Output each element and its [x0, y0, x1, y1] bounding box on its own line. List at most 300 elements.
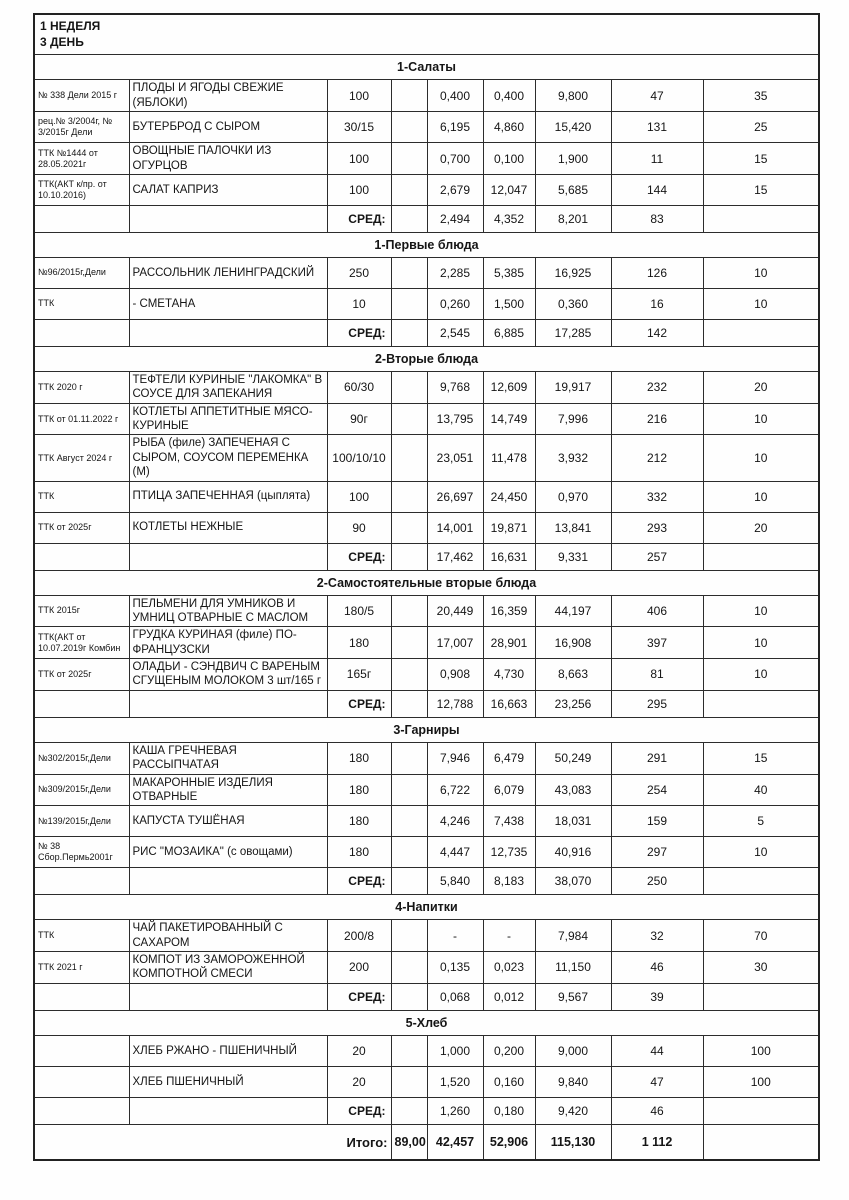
average-row: [34, 868, 819, 895]
value-cell: 8,183: [483, 868, 535, 895]
value-cell: 0,160: [483, 1066, 535, 1097]
portion-cell: 100: [327, 481, 391, 512]
value-cell: 15: [703, 742, 819, 774]
dish-name-cell: ПЛОДЫ И ЯГОДЫ СВЕЖИЕ (ЯБЛОКИ): [129, 80, 327, 112]
dish-name-cell: ОВОЩНЫЕ ПАЛОЧКИ ИЗ ОГУРЦОВ: [129, 143, 327, 175]
week-day-header-row: [34, 14, 819, 55]
value-cell: 9,800: [535, 80, 611, 112]
value-cell: 17,285: [535, 319, 611, 346]
value-cell: 16,925: [535, 257, 611, 288]
value-cell: 43,083: [535, 774, 611, 806]
value-cell: 35: [703, 80, 819, 112]
value-cell: 1,500: [483, 288, 535, 319]
quantity-cell: [391, 80, 427, 112]
dish-name-cell: [129, 983, 327, 1010]
value-cell: 0,135: [427, 952, 483, 984]
value-cell: 406: [611, 595, 703, 627]
average-row: [34, 205, 819, 232]
value-cell: 44: [611, 1035, 703, 1066]
value-cell: 0,400: [483, 80, 535, 112]
dish-row: [34, 403, 819, 435]
section-title: 1-Салаты: [34, 55, 819, 80]
total-label: Итого:: [34, 1124, 391, 1160]
dish-row: [34, 143, 819, 175]
value-cell: 15: [703, 143, 819, 175]
dish-name-cell: ХЛЕБ ПШЕНИЧНЫЙ: [129, 1066, 327, 1097]
ref-cell: №139/2015г,Дели: [34, 806, 129, 837]
quantity-cell: [391, 435, 427, 481]
value-cell: 9,331: [535, 543, 611, 570]
value-cell: 40: [703, 774, 819, 806]
portion-cell: 100: [327, 80, 391, 112]
dish-row: [34, 371, 819, 403]
value-cell: 10: [703, 257, 819, 288]
total-value-cell: 115,130: [535, 1124, 611, 1160]
average-row: [34, 543, 819, 570]
portion-cell: 60/30: [327, 371, 391, 403]
ref-cell: [34, 319, 129, 346]
total-value-cell: 1 112: [611, 1124, 703, 1160]
value-cell: 11,478: [483, 435, 535, 481]
dish-row: [34, 512, 819, 543]
section-title: 3-Гарниры: [34, 717, 819, 742]
value-cell: 17,462: [427, 543, 483, 570]
value-cell: [703, 319, 819, 346]
value-cell: 7,438: [483, 806, 535, 837]
value-cell: 131: [611, 112, 703, 143]
portion-cell: 165г: [327, 659, 391, 691]
ref-cell: № 338 Дели 2015 г: [34, 80, 129, 112]
ref-cell: ТТК 2020 г: [34, 371, 129, 403]
value-cell: 83: [611, 205, 703, 232]
value-cell: 2,679: [427, 174, 483, 205]
dish-name-cell: КОТЛЕТЫ НЕЖНЫЕ: [129, 512, 327, 543]
ref-cell: [34, 868, 129, 895]
value-cell: 0,360: [535, 288, 611, 319]
value-cell: 397: [611, 627, 703, 659]
portion-cell: 180: [327, 774, 391, 806]
average-row: [34, 319, 819, 346]
quantity-cell: [391, 371, 427, 403]
value-cell: 12,047: [483, 174, 535, 205]
quantity-cell: [391, 543, 427, 570]
value-cell: 159: [611, 806, 703, 837]
value-cell: 257: [611, 543, 703, 570]
ref-cell: рец.№ 3/2004г, № 3/2015г Дели: [34, 112, 129, 143]
portion-cell: 250: [327, 257, 391, 288]
ref-cell: ТТК(АКТ от 10.07.2019г Комбин: [34, 627, 129, 659]
value-cell: 11: [611, 143, 703, 175]
value-cell: 0,180: [483, 1097, 535, 1124]
value-cell: 10: [703, 595, 819, 627]
value-cell: 4,730: [483, 659, 535, 691]
dish-row: [34, 1035, 819, 1066]
value-cell: 1,520: [427, 1066, 483, 1097]
value-cell: 12,735: [483, 837, 535, 868]
section-title: 2-Самостоятельные вторые блюда: [34, 570, 819, 595]
portion-cell: 200: [327, 952, 391, 984]
value-cell: 0,068: [427, 983, 483, 1010]
value-cell: 17,007: [427, 627, 483, 659]
value-cell: 295: [611, 690, 703, 717]
ref-cell: [34, 690, 129, 717]
quantity-cell: [391, 868, 427, 895]
quantity-cell: [391, 659, 427, 691]
value-cell: 32: [611, 920, 703, 952]
value-cell: 12,788: [427, 690, 483, 717]
dish-name-cell: ТЕФТЕЛИ КУРИНЫЕ "ЛАКОМКА" В СОУСЕ ДЛЯ ЗАПЕКАНИЯ: [129, 371, 327, 403]
value-cell: 44,197: [535, 595, 611, 627]
portion-cell: СРЕД:: [327, 690, 391, 717]
value-cell: 100: [703, 1066, 819, 1097]
dish-row: [34, 435, 819, 481]
value-cell: -: [427, 920, 483, 952]
value-cell: 0,970: [535, 481, 611, 512]
quantity-cell: [391, 112, 427, 143]
section-title-row: [34, 1010, 819, 1035]
dish-row: [34, 481, 819, 512]
value-cell: 6,479: [483, 742, 535, 774]
dish-name-cell: [129, 319, 327, 346]
portion-cell: СРЕД:: [327, 319, 391, 346]
value-cell: 2,285: [427, 257, 483, 288]
portion-cell: 20: [327, 1035, 391, 1066]
value-cell: 5,840: [427, 868, 483, 895]
ref-cell: [34, 983, 129, 1010]
dish-row: [34, 288, 819, 319]
quantity-cell: [391, 1035, 427, 1066]
quantity-cell: [391, 1066, 427, 1097]
dish-name-cell: [129, 1097, 327, 1124]
value-cell: 126: [611, 257, 703, 288]
value-cell: 2,494: [427, 205, 483, 232]
value-cell: 23,256: [535, 690, 611, 717]
value-cell: 38,070: [535, 868, 611, 895]
menu-table: [33, 13, 820, 1161]
ref-cell: №309/2015г,Дели: [34, 774, 129, 806]
value-cell: 250: [611, 868, 703, 895]
value-cell: [703, 543, 819, 570]
portion-cell: СРЕД:: [327, 868, 391, 895]
value-cell: 47: [611, 1066, 703, 1097]
value-cell: 6,195: [427, 112, 483, 143]
section-title-row: [34, 570, 819, 595]
dish-name-cell: МАКАРОННЫЕ ИЗДЕЛИЯ ОТВАРНЫЕ: [129, 774, 327, 806]
total-empty-cell: [703, 1124, 819, 1160]
value-cell: 291: [611, 742, 703, 774]
value-cell: 1,260: [427, 1097, 483, 1124]
value-cell: 28,901: [483, 627, 535, 659]
dish-row: [34, 80, 819, 112]
portion-cell: 90г: [327, 403, 391, 435]
value-cell: 5,385: [483, 257, 535, 288]
total-row: [34, 1124, 819, 1160]
value-cell: 0,400: [427, 80, 483, 112]
value-cell: 5: [703, 806, 819, 837]
menu-table-body: [34, 14, 819, 1124]
dish-name-cell: ЧАЙ ПАКЕТИРОВАННЫЙ С САХАРОМ: [129, 920, 327, 952]
dish-row: [34, 806, 819, 837]
dish-row: [34, 174, 819, 205]
portion-cell: 180/5: [327, 595, 391, 627]
dish-name-cell: [129, 543, 327, 570]
value-cell: 7,996: [535, 403, 611, 435]
value-cell: 100: [703, 1035, 819, 1066]
quantity-cell: [391, 257, 427, 288]
day-label: 3 ДЕНЬ: [40, 35, 84, 50]
quantity-cell: [391, 837, 427, 868]
dish-name-cell: САЛАТ КАПРИЗ: [129, 174, 327, 205]
value-cell: 5,685: [535, 174, 611, 205]
quantity-cell: [391, 205, 427, 232]
dish-row: [34, 627, 819, 659]
section-title-row: [34, 346, 819, 371]
value-cell: 293: [611, 512, 703, 543]
value-cell: 70: [703, 920, 819, 952]
dish-name-cell: [129, 868, 327, 895]
value-cell: 13,795: [427, 403, 483, 435]
value-cell: 9,567: [535, 983, 611, 1010]
ref-cell: ТТК Август 2024 г: [34, 435, 129, 481]
section-title: 4-Напитки: [34, 895, 819, 920]
quantity-cell: [391, 742, 427, 774]
portion-cell: 180: [327, 806, 391, 837]
value-cell: [703, 1097, 819, 1124]
value-cell: 26,697: [427, 481, 483, 512]
ref-cell: № 38 Сбор.Пермь2001г: [34, 837, 129, 868]
portion-cell: 90: [327, 512, 391, 543]
week-day-header-cell: [34, 14, 819, 55]
value-cell: 16,663: [483, 690, 535, 717]
portion-cell: 20: [327, 1066, 391, 1097]
value-cell: 16: [611, 288, 703, 319]
dish-row: [34, 920, 819, 952]
value-cell: 15: [703, 174, 819, 205]
value-cell: 46: [611, 1097, 703, 1124]
ref-cell: ТТК 2015г: [34, 595, 129, 627]
section-title-row: [34, 895, 819, 920]
value-cell: 20,449: [427, 595, 483, 627]
value-cell: 18,031: [535, 806, 611, 837]
value-cell: 10: [703, 837, 819, 868]
dish-name-cell: ГРУДКА КУРИНАЯ (филе) ПО-ФРАНЦУЗСКИ: [129, 627, 327, 659]
value-cell: 142: [611, 319, 703, 346]
value-cell: 3,932: [535, 435, 611, 481]
value-cell: 16,631: [483, 543, 535, 570]
value-cell: 9,768: [427, 371, 483, 403]
portion-cell: 100/10/10: [327, 435, 391, 481]
value-cell: 10: [703, 435, 819, 481]
quantity-cell: [391, 481, 427, 512]
portion-cell: 10: [327, 288, 391, 319]
dish-name-cell: [129, 205, 327, 232]
dish-row: [34, 112, 819, 143]
value-cell: 254: [611, 774, 703, 806]
quantity-cell: [391, 143, 427, 175]
section-title: 5-Хлеб: [34, 1010, 819, 1035]
value-cell: 6,722: [427, 774, 483, 806]
value-cell: [703, 983, 819, 1010]
quantity-cell: [391, 806, 427, 837]
value-cell: 0,023: [483, 952, 535, 984]
quantity-cell: [391, 288, 427, 319]
section-title: 1-Первые блюда: [34, 232, 819, 257]
ref-cell: ТТК №1444 от 28.05.2021г: [34, 143, 129, 175]
average-row: [34, 983, 819, 1010]
value-cell: 0,700: [427, 143, 483, 175]
value-cell: 15,420: [535, 112, 611, 143]
section-title-row: [34, 232, 819, 257]
value-cell: 6,885: [483, 319, 535, 346]
dish-row: [34, 595, 819, 627]
dish-name-cell: БУТЕРБРОД С СЫРОМ: [129, 112, 327, 143]
value-cell: 216: [611, 403, 703, 435]
dish-row: [34, 742, 819, 774]
dish-row: [34, 952, 819, 984]
value-cell: 4,860: [483, 112, 535, 143]
portion-cell: 180: [327, 837, 391, 868]
dish-name-cell: [129, 690, 327, 717]
dish-name-cell: РИС "МОЗАИКА" (с овощами): [129, 837, 327, 868]
dish-name-cell: ПТИЦА ЗАПЕЧЕННАЯ (цыплята): [129, 481, 327, 512]
value-cell: 40,916: [535, 837, 611, 868]
quantity-cell: [391, 952, 427, 984]
value-cell: 8,201: [535, 205, 611, 232]
dish-name-cell: ХЛЕБ РЖАНО - ПШЕНИЧНЫЙ: [129, 1035, 327, 1066]
portion-cell: СРЕД:: [327, 205, 391, 232]
dish-name-cell: РАССОЛЬНИК ЛЕНИНГРАДСКИЙ: [129, 257, 327, 288]
value-cell: 30: [703, 952, 819, 984]
value-cell: 39: [611, 983, 703, 1010]
value-cell: 0,012: [483, 983, 535, 1010]
ref-cell: [34, 1035, 129, 1066]
section-title: 2-Вторые блюда: [34, 346, 819, 371]
portion-cell: 100: [327, 174, 391, 205]
dish-row: [34, 257, 819, 288]
value-cell: 6,079: [483, 774, 535, 806]
ref-cell: ТТК 2021 г: [34, 952, 129, 984]
value-cell: 212: [611, 435, 703, 481]
dish-row: [34, 659, 819, 691]
value-cell: 14,001: [427, 512, 483, 543]
quantity-cell: [391, 319, 427, 346]
value-cell: 1,000: [427, 1035, 483, 1066]
week-label: 1 НЕДЕЛЯ: [40, 19, 101, 33]
value-cell: 14,749: [483, 403, 535, 435]
ref-cell: ТТК: [34, 920, 129, 952]
quantity-cell: [391, 983, 427, 1010]
ref-cell: ТТК от 2025г: [34, 512, 129, 543]
dish-name-cell: КАПУСТА ТУШЁНАЯ: [129, 806, 327, 837]
ref-cell: ТТК: [34, 481, 129, 512]
value-cell: 0,100: [483, 143, 535, 175]
quantity-cell: [391, 920, 427, 952]
value-cell: 7,946: [427, 742, 483, 774]
quantity-cell: [391, 627, 427, 659]
value-cell: 10: [703, 288, 819, 319]
value-cell: 10: [703, 403, 819, 435]
ref-cell: ТТК от 2025г: [34, 659, 129, 691]
total-value-cell: 42,457: [427, 1124, 483, 1160]
portion-cell: 100: [327, 143, 391, 175]
value-cell: 24,450: [483, 481, 535, 512]
ref-cell: №96/2015г,Дели: [34, 257, 129, 288]
ref-cell: ТТК(АКТ к/пр. от 10.10.2016): [34, 174, 129, 205]
quantity-cell: [391, 1097, 427, 1124]
dish-name-cell: - СМЕТАНА: [129, 288, 327, 319]
value-cell: 23,051: [427, 435, 483, 481]
value-cell: 19,917: [535, 371, 611, 403]
quantity-cell: [391, 690, 427, 717]
value-cell: 4,352: [483, 205, 535, 232]
value-cell: [703, 205, 819, 232]
ref-cell: [34, 543, 129, 570]
value-cell: [703, 868, 819, 895]
value-cell: 50,249: [535, 742, 611, 774]
value-cell: 10: [703, 659, 819, 691]
value-cell: 4,447: [427, 837, 483, 868]
value-cell: 144: [611, 174, 703, 205]
value-cell: 10: [703, 627, 819, 659]
value-cell: 2,545: [427, 319, 483, 346]
quantity-cell: [391, 595, 427, 627]
average-row: [34, 1097, 819, 1124]
value-cell: 20: [703, 512, 819, 543]
ref-cell: ТТК от 01.11.2022 г: [34, 403, 129, 435]
value-cell: 81: [611, 659, 703, 691]
portion-cell: СРЕД:: [327, 1097, 391, 1124]
ref-cell: [34, 205, 129, 232]
dish-row: [34, 1066, 819, 1097]
ref-cell: ТТК: [34, 288, 129, 319]
value-cell: 7,984: [535, 920, 611, 952]
value-cell: 297: [611, 837, 703, 868]
value-cell: 0,908: [427, 659, 483, 691]
ref-cell: [34, 1066, 129, 1097]
quantity-cell: [391, 403, 427, 435]
portion-cell: 200/8: [327, 920, 391, 952]
average-row: [34, 690, 819, 717]
value-cell: 10: [703, 481, 819, 512]
value-cell: 11,150: [535, 952, 611, 984]
quantity-cell: [391, 774, 427, 806]
dish-name-cell: ПЕЛЬМЕНИ ДЛЯ УМНИКОВ И УМНИЦ ОТВАРНЫЕ С МАСЛОМ: [129, 595, 327, 627]
value-cell: 12,609: [483, 371, 535, 403]
value-cell: 4,246: [427, 806, 483, 837]
dish-name-cell: ОЛАДЬИ - СЭНДВИЧ С ВАРЕНЫМ СГУЩЕНЫМ МОЛОКОМ 3 шт/165 г: [129, 659, 327, 691]
quantity-cell: [391, 174, 427, 205]
portion-cell: 180: [327, 627, 391, 659]
dish-name-cell: РЫБА (филе) ЗАПЕЧЕНАЯ С СЫРОМ, СОУСОМ ПЕРЕМЕНКА (М): [129, 435, 327, 481]
value-cell: 1,900: [535, 143, 611, 175]
dish-row: [34, 837, 819, 868]
value-cell: 9,000: [535, 1035, 611, 1066]
value-cell: 332: [611, 481, 703, 512]
value-cell: 9,420: [535, 1097, 611, 1124]
dish-row: [34, 774, 819, 806]
dish-name-cell: КОМПОТ ИЗ ЗАМОРОЖЕННОЙ КОМПОТНОЙ СМЕСИ: [129, 952, 327, 984]
value-cell: 16,908: [535, 627, 611, 659]
value-cell: 8,663: [535, 659, 611, 691]
section-title-row: [34, 55, 819, 80]
value-cell: 9,840: [535, 1066, 611, 1097]
ref-cell: №302/2015г,Дели: [34, 742, 129, 774]
total-value-cell: 52,906: [483, 1124, 535, 1160]
value-cell: 47: [611, 80, 703, 112]
portion-cell: СРЕД:: [327, 543, 391, 570]
quantity-cell: [391, 512, 427, 543]
value-cell: -: [483, 920, 535, 952]
